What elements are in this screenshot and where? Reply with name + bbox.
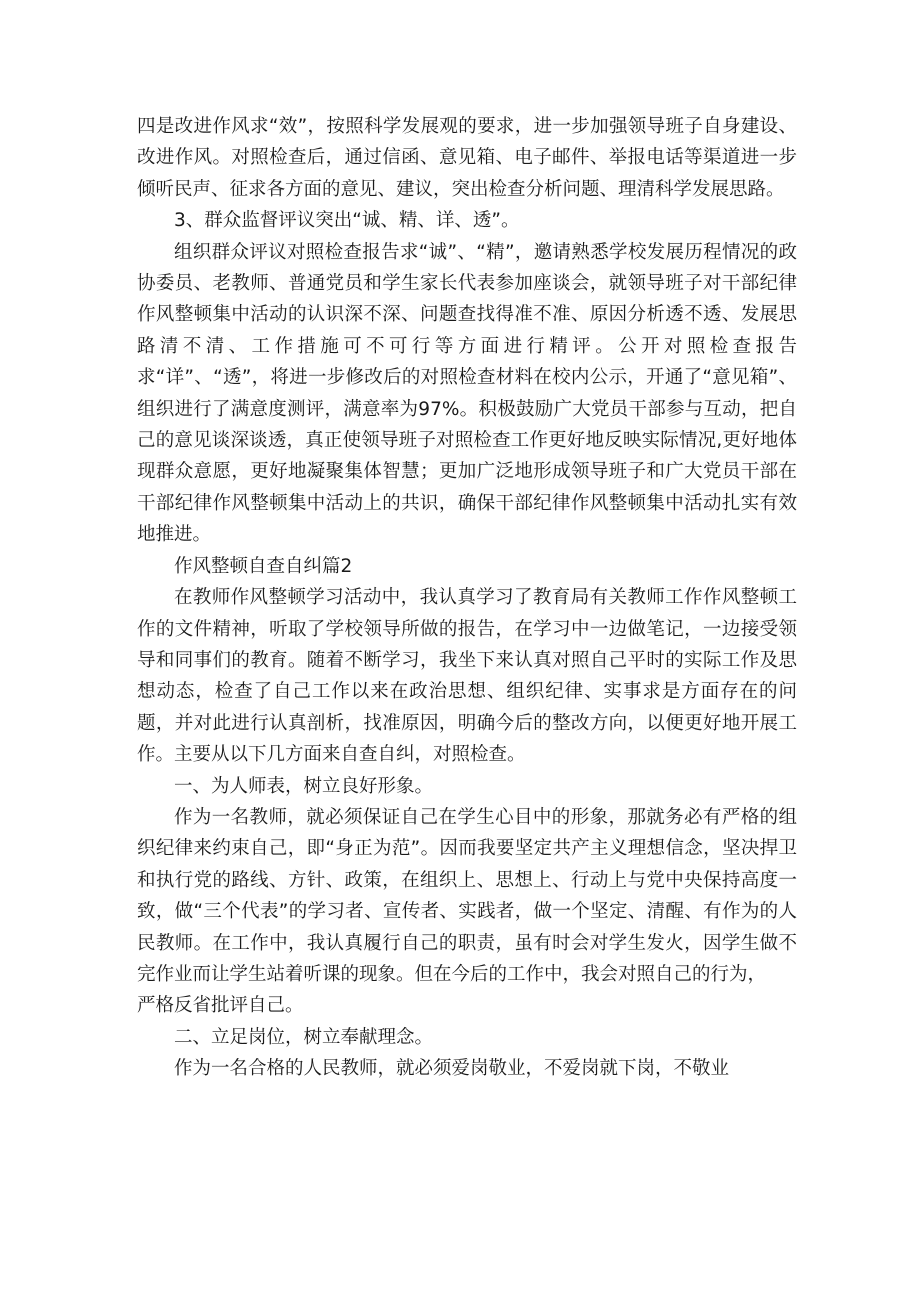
paragraph-study-activity: 在教师作风整顿学习活动中，我认真学习了教育局有关教师工作作风整顿工作的文件精神，听取了学校领导所做的报告，在学习中一边做笔记，一边接受领导和同事们的教育。随着不断学习，我坐下来认真对照自己平时的实际工作及思想动态，检查了自己工作以来在政治思想、组织纪律、实事求是方面存在的问题，并对此进行认真剖析，找准原因，明确今后的整改方向，以便更好地开展工作。主要从以下几方面来自查自纠，对照检查。 [137, 587, 797, 766]
paragraph-teacher-image: 作为一名教师，就必须保证自己在学生心目中的形象，那就务必有严格的组织纪律来约束自己，即“身正为范”。因而我要坚定共产主义理想信念，坚决捍卫和执行党的路线、方针、政策，在组织上、思想上、行动上与党中央保持高度一致，做“三个代表”的学习者、宣传者、实践者，做一个坚定、清醒、有作为的人民教师。在工作中，我认真履行自己的职责，虽有时会对学生发火，因学生做不完作业而让学生站着听课的现象。但在今后的工作中，我会对照自己的行为， [137, 806, 797, 985]
heading-role-model: 一、为人师表，树立良好形象。 [174, 775, 434, 797]
paragraph-love-job: 作为一名合格的人民教师，就必须爱岗敬业，不爱岗就下岗，不敬业 [174, 1058, 730, 1080]
document-body [137, 111, 797, 1085]
paragraph-mass-review: 组织群众评议对照检查报告求“诚”、“精”，邀请熟悉学校发展历程情况的政协委员、老教师、普通党员和学生家长代表参加座谈会，就领导班子对干部纪律作风整顿集中活动的认识深不深、问题查找得准不准、原因分析透不透、发展思路清不清、工作措施可不可行等方面进行精评。公开对照检查报告求“详”、“透”，将进一步修改后的对照检查材料在校内公示，开通了“意见箱”、组织进行了满意度测评，满意率为97%。积极鼓励广大党员干部参与互动，把自己的意见谈深谈透，真正使领导班子对照检查工作更好地反映实际情况,更好地体现群众意愿，更好地凝聚集体智慧；更加广泛地形成领导班子和广大党员干部在干部纪律作风整顿集中活动上的共识，确保干部纪律作风整顿集中活动扎实有效地推进。 [137, 241, 797, 546]
section-title-chapter-2: 作风整顿自查自纠篇2 [174, 555, 353, 577]
paragraph-self-criticism: 严格反省批评自己。 [137, 995, 304, 1017]
heading-mass-supervision: 3、群众监督评议突出“诚、精、详、透”。 [174, 210, 520, 232]
paragraph-work-style-effect: 四是改进作风求“效”，按照科学发展观的要求，进一步加强领导班子自身建设、改进作风。对照检查后，通过信函、意见箱、电子邮件、举报电话等渠道进一步倾听民声、征求各方面的意见、建议，突出检查分析问题、理清科学发展思路。 [137, 116, 797, 200]
heading-dedication: 二、立足岗位，树立奉献理念。 [174, 1026, 434, 1048]
